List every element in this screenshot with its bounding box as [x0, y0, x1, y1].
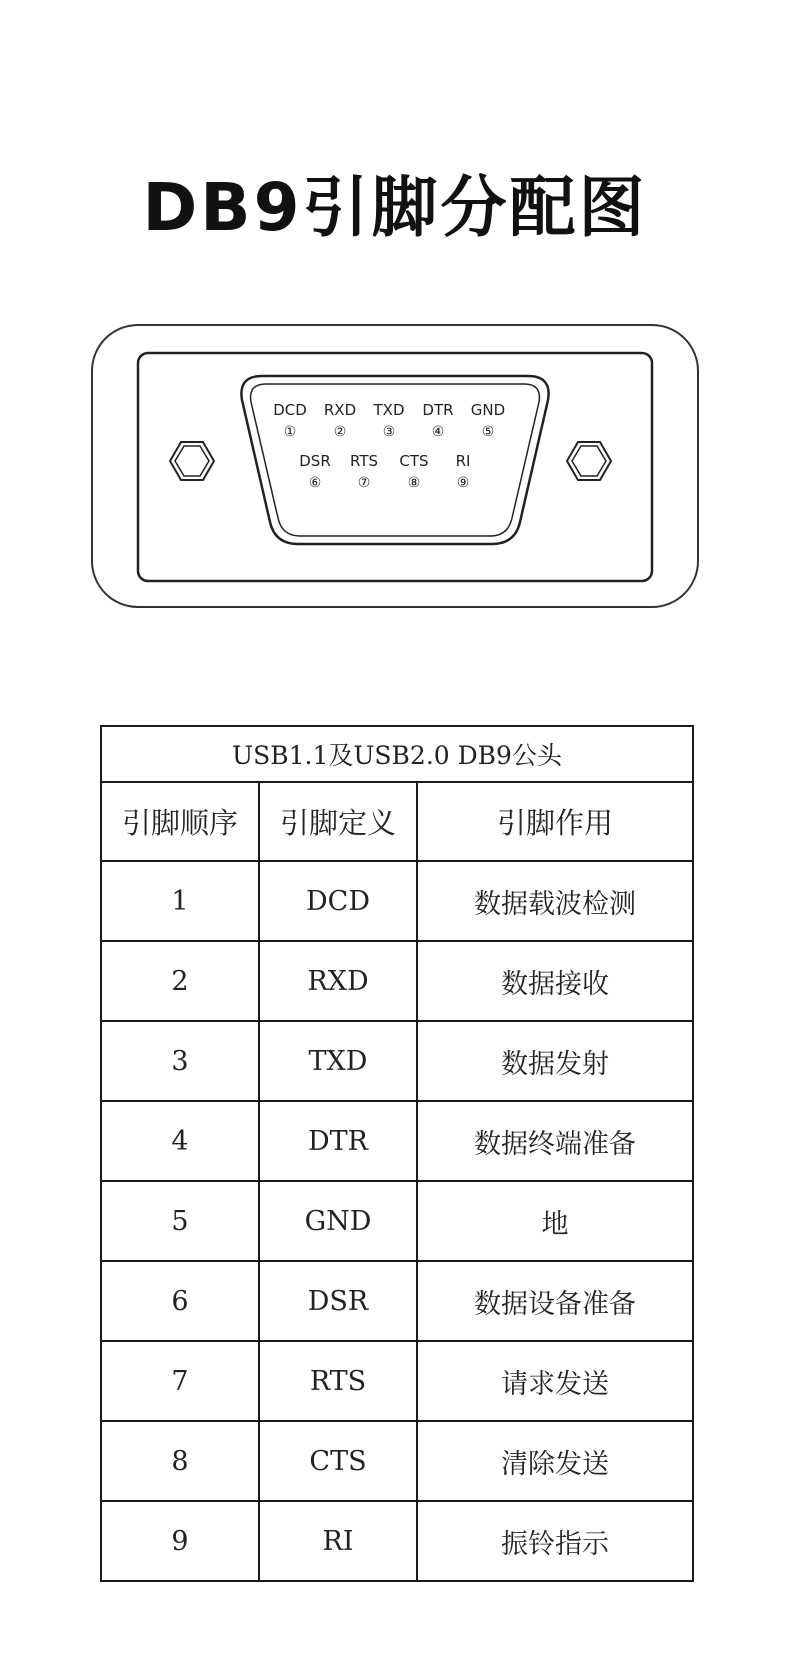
pin-number-4: ④	[431, 424, 445, 440]
pin-function-cell: 数据载波检测	[417, 861, 693, 941]
header-pin-order: 引脚顺序	[101, 782, 259, 861]
pin-number-cell: 6	[101, 1261, 259, 1341]
page-title: DB9引脚分配图	[142, 169, 648, 246]
pin-number-1: ①	[283, 424, 297, 440]
pin-function-cell: 地	[417, 1181, 693, 1261]
pin-definition-cell: GND	[259, 1181, 417, 1261]
table-caption-row	[101, 726, 693, 782]
table-row	[101, 1021, 693, 1101]
pin-label-dtr: DTR	[422, 401, 454, 419]
pin-function-cell: 数据接收	[417, 941, 693, 1021]
pin-number-cell: 5	[101, 1181, 259, 1261]
pin-definition-cell: RXD	[259, 941, 417, 1021]
table-row	[101, 1181, 693, 1261]
pin-label-dsr: DSR	[299, 452, 331, 470]
pin-number-cell: 2	[101, 941, 259, 1021]
left-screw-hex-inner	[175, 446, 209, 476]
pin-definition-cell: DSR	[259, 1261, 417, 1341]
pin-number-cell: 9	[101, 1501, 259, 1581]
pin-definition-cell: DTR	[259, 1101, 417, 1181]
pin-function-cell: 数据发射	[417, 1021, 693, 1101]
pin-number-7: ⑦	[357, 475, 371, 491]
pin-definition-cell: TXD	[259, 1021, 417, 1101]
pin-definition-cell: RTS	[259, 1341, 417, 1421]
pin-label-rxd: RXD	[323, 401, 357, 419]
pin-number-cell: 3	[101, 1021, 259, 1101]
header-pin-function: 引脚作用	[417, 782, 693, 861]
pin-number-5: ⑤	[481, 424, 495, 440]
pin-label-rts: RTS	[349, 452, 379, 470]
pin-number-6: ⑥	[308, 475, 322, 491]
table-row	[101, 1501, 693, 1581]
pin-label-cts: CTS	[399, 452, 429, 470]
pin-function-cell: 清除发送	[417, 1421, 693, 1501]
table-caption: USB1.1及USB2.0 DB9公头	[101, 726, 693, 782]
pin-definition-cell: DCD	[259, 861, 417, 941]
pin-number-cell: 8	[101, 1421, 259, 1501]
pin-definition-cell: RI	[259, 1501, 417, 1581]
table-row	[101, 861, 693, 941]
right-screw-hex-icon	[567, 442, 611, 480]
table-row	[101, 1261, 693, 1341]
pin-number-cell: 7	[101, 1341, 259, 1421]
table-row	[101, 1101, 693, 1181]
pinout-table	[100, 725, 694, 1582]
left-screw-hex-icon	[170, 442, 214, 480]
header-pin-definition: 引脚定义	[259, 782, 417, 861]
table-row	[101, 941, 693, 1021]
pin-label-dcd: DCD	[273, 401, 307, 419]
pin-number-3: ③	[382, 424, 396, 440]
pin-number-cell: 1	[101, 861, 259, 941]
db9-connector-diagram	[0, 300, 790, 630]
pin-label-gnd: GND	[470, 401, 506, 419]
pin-definition-cell: CTS	[259, 1421, 417, 1501]
pin-function-cell: 请求发送	[417, 1341, 693, 1421]
table-header-row	[101, 782, 693, 861]
pin-number-2: ②	[333, 424, 347, 440]
pin-function-cell: 数据设备准备	[417, 1261, 693, 1341]
pin-number-cell: 4	[101, 1101, 259, 1181]
pin-number-8: ⑧	[407, 475, 421, 491]
pin-label-txd: TXD	[373, 401, 405, 419]
table-row	[101, 1341, 693, 1421]
right-screw-hex-inner	[572, 446, 606, 476]
table-row	[101, 1421, 693, 1501]
pin-label-ri: RI	[455, 452, 471, 470]
pin-function-cell: 数据终端准备	[417, 1101, 693, 1181]
pin-number-9: ⑨	[456, 475, 470, 491]
pin-function-cell: 振铃指示	[417, 1501, 693, 1581]
